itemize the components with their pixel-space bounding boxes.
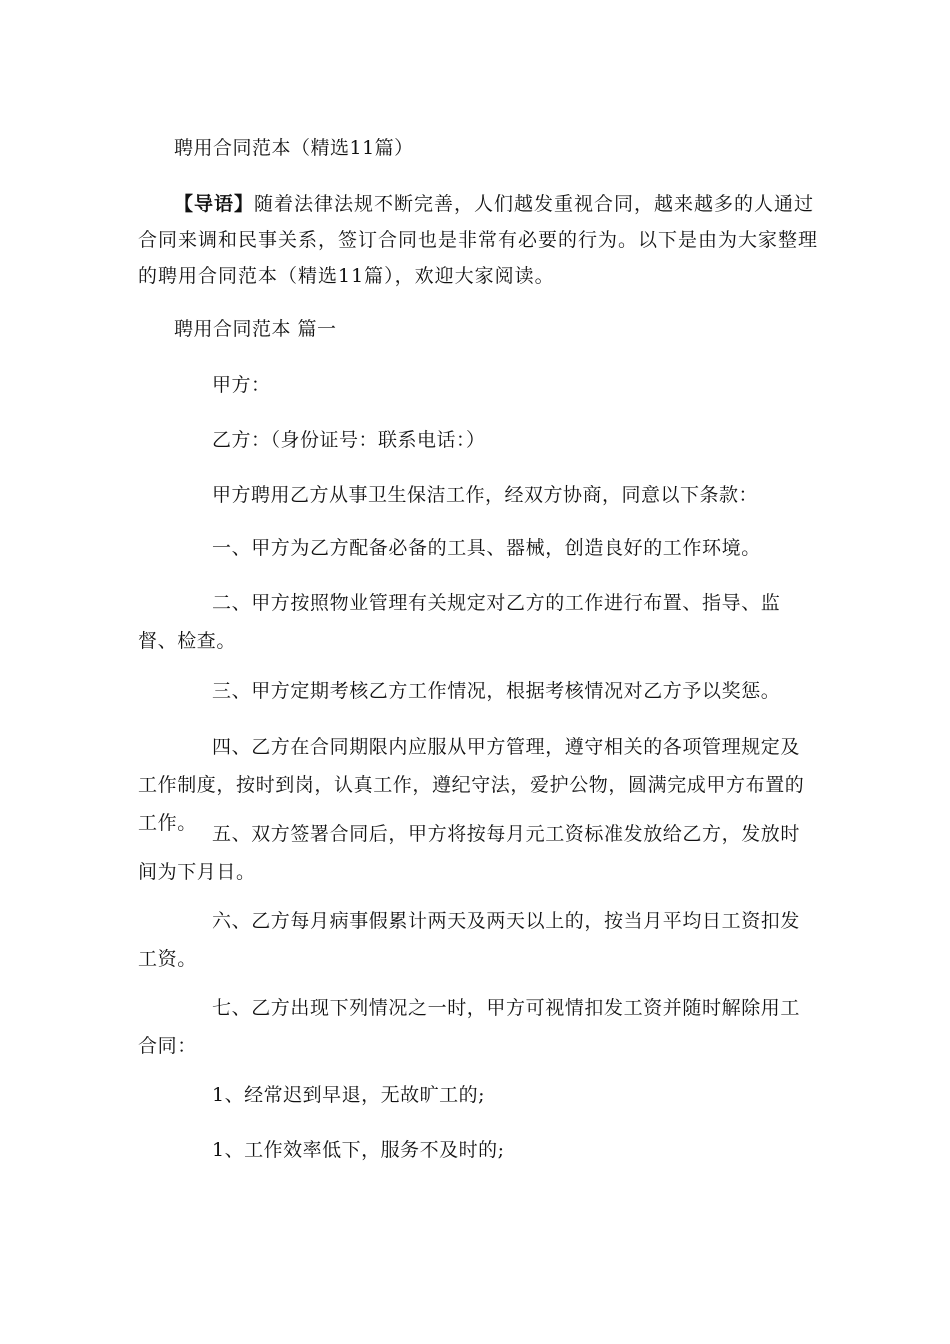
clause-6: 六、乙方每月病事假累计两天及两天以上的，按当月平均日工资扣发工资。 [138,910,801,970]
intro-tag: 【导语】 [174,193,255,215]
clause-2: 二、甲方按照物业管理有关规定对乙方的工作进行布置、指导、监督、检查。 [138,592,781,652]
clause-5: 五、双方签署合同后，甲方将按每月元工资标准发放给乙方，发放时间为下月日。 [138,823,801,883]
party-b-line: 乙方：（身份证号：联系电话：） [212,429,486,451]
clause-7: 七、乙方出现下列情况之一时，甲方可视情扣发工资并随时解除用工合同： [138,997,801,1057]
preamble-line: 甲方聘用乙方从事卫生保洁工作，经双方协商，同意以下条款： [212,484,759,506]
list-item-2: 1、工作效率低下，服务不及时的; [212,1139,505,1161]
section-title: 聘用合同范本 篇一 [174,318,337,340]
party-a-line: 甲方： [212,374,271,396]
clause-1: 一、甲方为乙方配备必备的工具、器械，创造良好的工作环境。 [212,537,761,559]
intro-text: 随着法律法规不断完善，人们越发重视合同，越来越多的人通过合同来调和民事关系，签订合同也是非常有必要的行为。以下是由为大家整理的聘用合同范本（精选11篇），欢迎大家阅读。 [138,193,819,287]
list-item-1: 1、经常迟到早退，无故旷工的; [212,1084,485,1106]
document-title: 聘用合同范本（精选11篇） [174,137,414,159]
clause-3: 三、甲方定期考核乙方工作情况，根据考核情况对乙方予以奖惩。 [212,680,781,702]
clause-4: 四、乙方在合同期限内应服从甲方管理，遵守相关的各项管理规定及工作制度，按时到岗，认真工作，遵纪守法，爱护公物，圆满完成甲方布置的工作。 [138,736,805,834]
intro-paragraph [138,186,818,294]
